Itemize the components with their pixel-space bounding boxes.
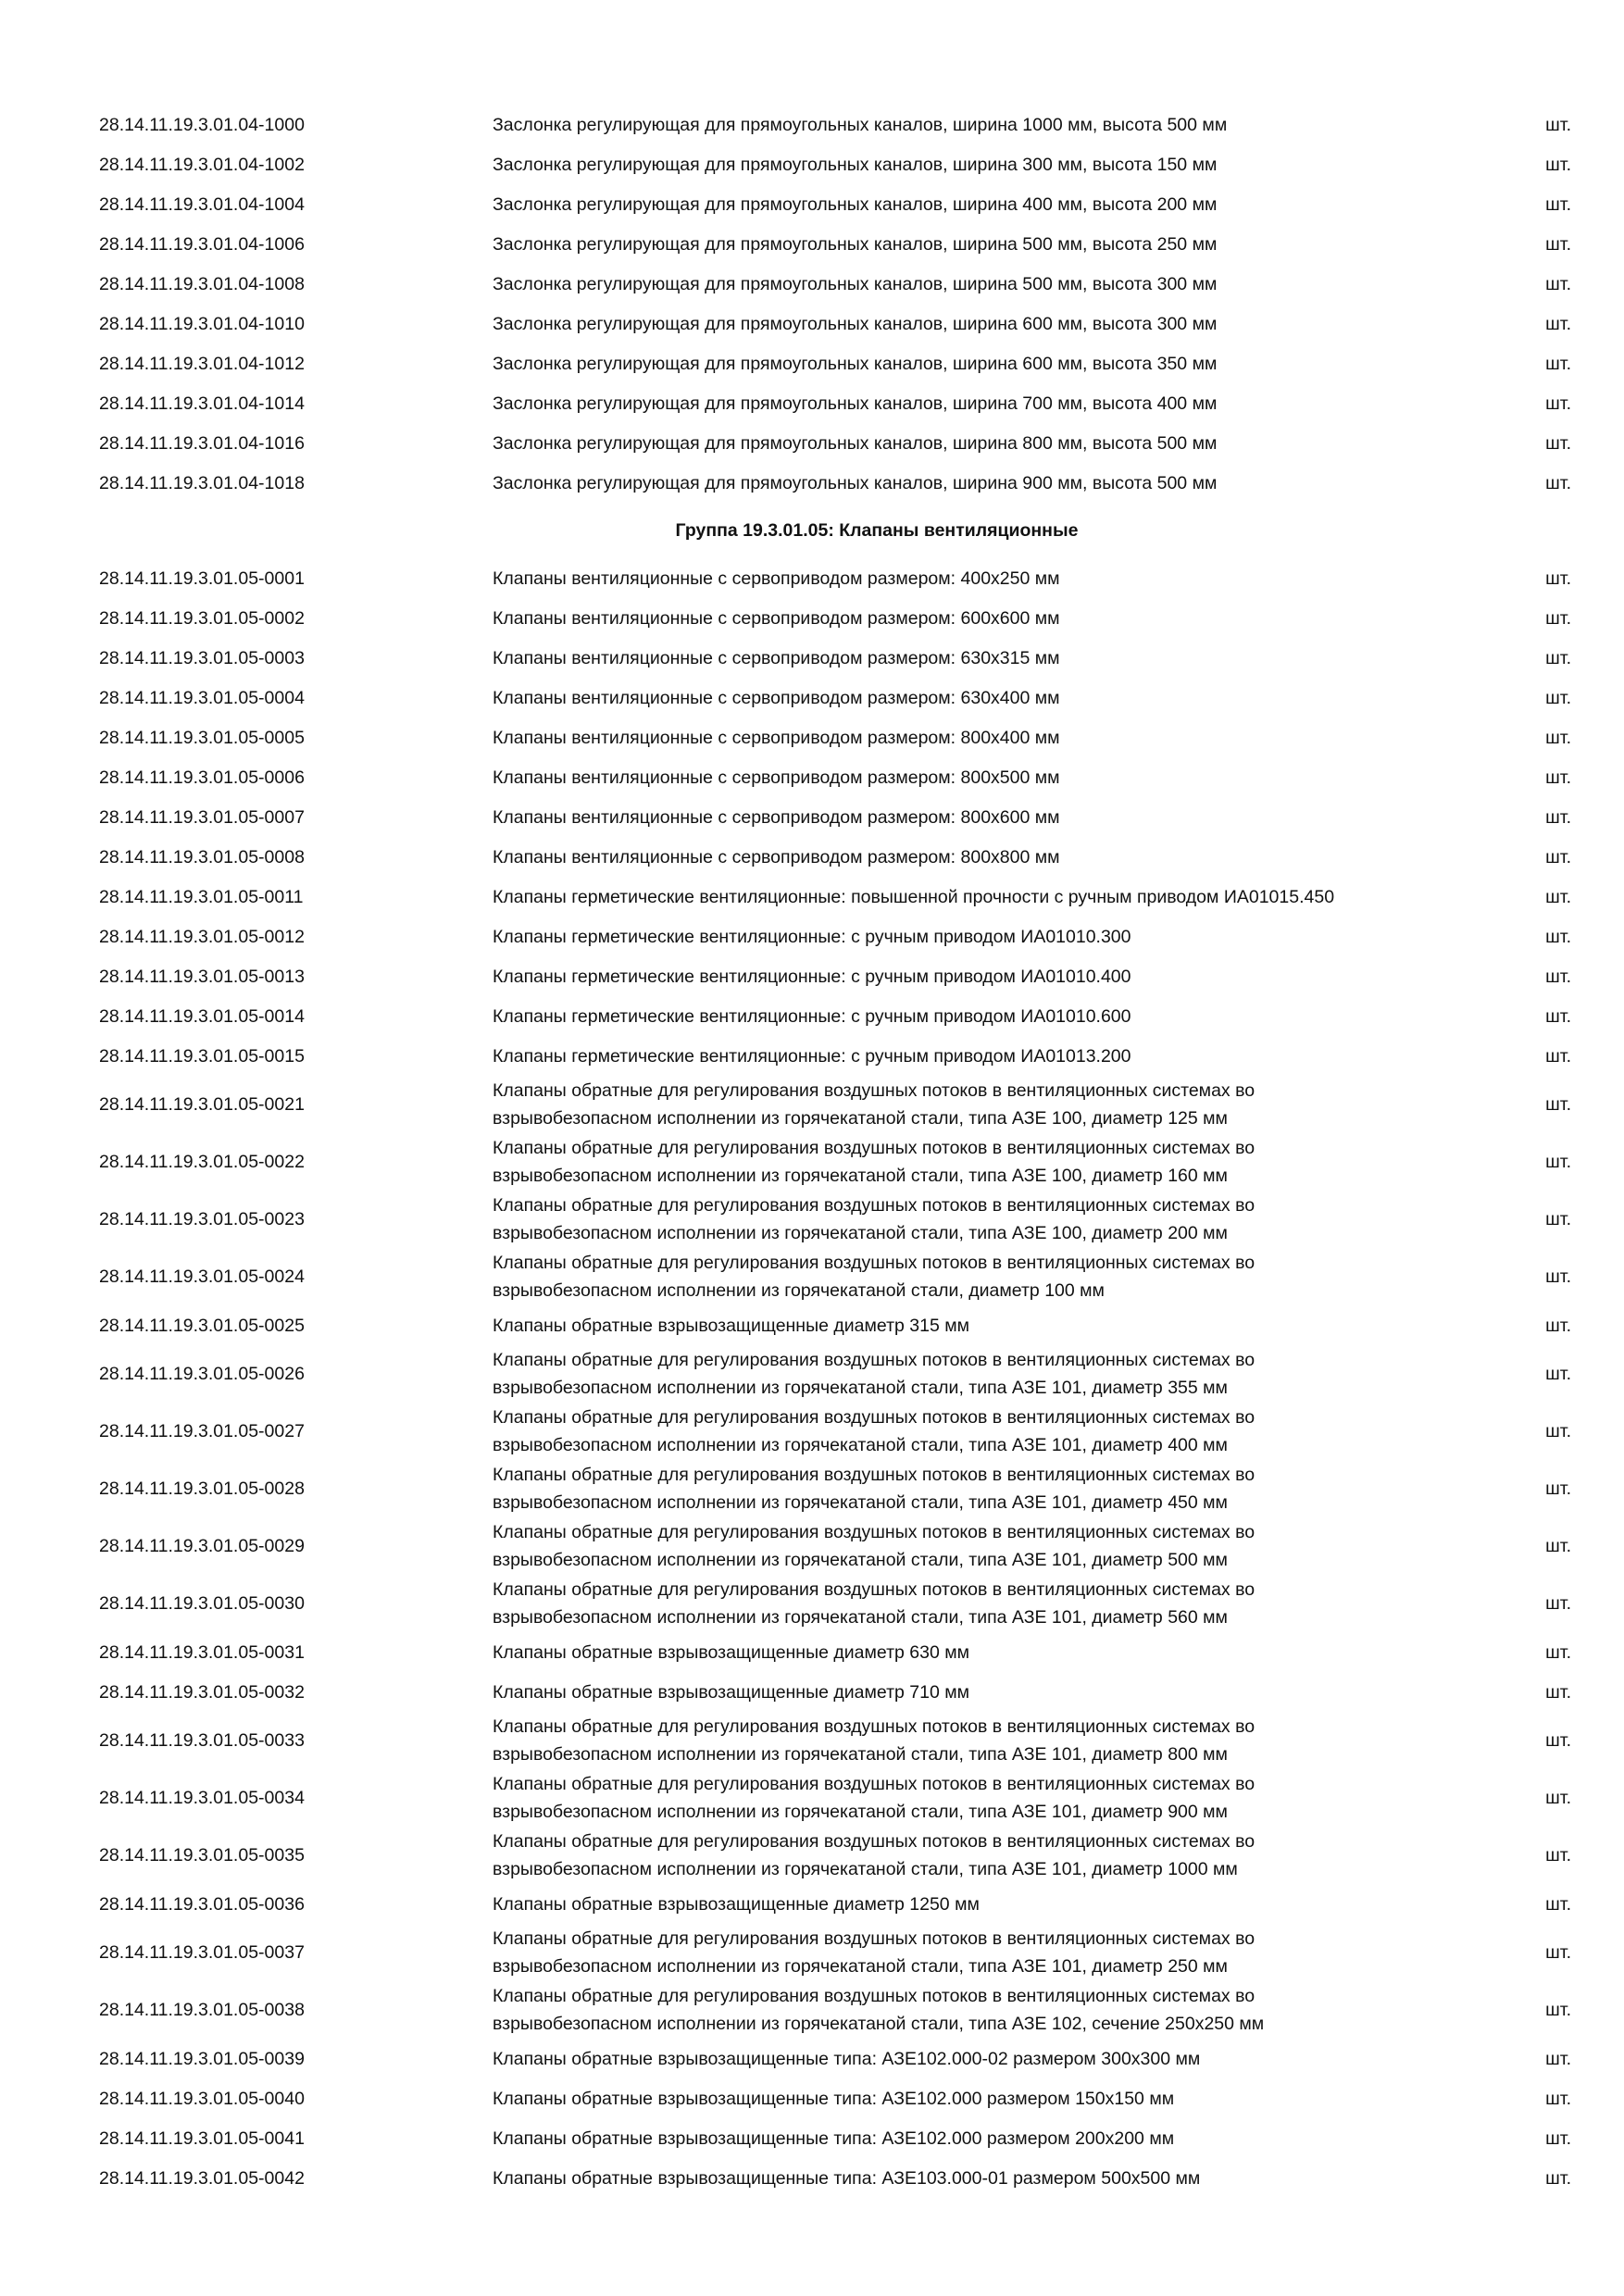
item-unit: шт.	[1545, 1641, 1571, 1663]
table-row	[99, 264, 1571, 304]
item-name: Клапаны обратные для регулирования воздушных потоков в вентиляционных системах во взрывобезопасном исполнении из горячекатаной стали, типа АЗЕ 101, диаметр 250 мм	[493, 1928, 1255, 1977]
table-row	[99, 718, 1571, 757]
item-name: Клапаны вентиляционные с сервоприводом размером: 630x400 мм	[493, 687, 1060, 708]
item-unit: шт.	[1545, 1788, 1571, 1808]
item-code: 28.14.11.19.3.01.05-0025	[99, 1315, 305, 1336]
item-unit: шт.	[1545, 313, 1571, 334]
item-code: 28.14.11.19.3.01.05-0023	[99, 1209, 305, 1229]
item-name: Заслонка регулирующая для прямоугольных каналов, ширина 500 мм, высота 300 мм	[493, 273, 1218, 294]
item-unit: шт.	[1545, 1593, 1571, 1614]
item-code: 28.14.11.19.3.01.05-0026	[99, 1364, 305, 1384]
item-code: 28.14.11.19.3.01.05-0040	[99, 2088, 305, 2109]
item-code: 28.14.11.19.3.01.04-1008	[99, 273, 305, 294]
item-name: Клапаны обратные для регулирования воздушных потоков в вентиляционных системах во взрывобезопасном исполнении из горячекатаной стали, диаметр 100 мм	[493, 1253, 1255, 1301]
item-name: Клапаны обратные для регулирования воздушных потоков в вентиляционных системах во взрывобезопасном исполнении из горячекатаной стали, типа АЗЕ 101, диаметр 800 мм	[493, 1716, 1255, 1765]
item-code: 28.14.11.19.3.01.05-0039	[99, 2048, 305, 2069]
item-code: 28.14.11.19.3.01.05-0015	[99, 1045, 305, 1067]
table-row	[99, 837, 1571, 877]
table-row	[99, 558, 1571, 598]
table-row	[99, 423, 1571, 463]
item-code: 28.14.11.19.3.01.05-0029	[99, 1536, 305, 1556]
item-code: 28.14.11.19.3.01.05-0002	[99, 607, 305, 629]
item-name: Заслонка регулирующая для прямоугольных каналов, ширина 700 мм, высота 400 мм	[493, 393, 1218, 414]
item-code: 28.14.11.19.3.01.05-0003	[99, 647, 305, 668]
item-code: 28.14.11.19.3.01.04-1014	[99, 393, 305, 414]
item-name: Заслонка регулирующая для прямоугольных каналов, ширина 600 мм, высота 300 мм	[493, 313, 1218, 334]
item-name: Клапаны обратные взрывозащищенные типа: АЗЕ102.000 размером 150x150 мм	[493, 2088, 1175, 2109]
item-name: Клапаны вентиляционные с сервоприводом размером: 800x600 мм	[493, 806, 1060, 828]
item-code: 28.14.11.19.3.01.05-0008	[99, 846, 305, 867]
item-name: Заслонка регулирующая для прямоугольных каналов, ширина 1000 мм, высота 500 мм	[493, 114, 1228, 135]
table-row	[99, 144, 1571, 184]
item-name: Клапаны герметические вентиляционные: повышенной прочности с ручным приводом ИА01015.450	[493, 886, 1335, 907]
item-name: Клапаны обратные взрывозащищенные типа: АЗЕ102.000-02 размером 300x300 мм	[493, 2048, 1201, 2069]
item-name: Клапаны вентиляционные с сервоприводом размером: 800x500 мм	[493, 767, 1060, 788]
item-unit: шт.	[1545, 1421, 1571, 1441]
item-code: 28.14.11.19.3.01.05-0032	[99, 1681, 305, 1703]
item-unit: шт.	[1545, 568, 1571, 589]
item-code: 28.14.11.19.3.01.05-0022	[99, 1152, 305, 1172]
item-unit: шт.	[1545, 1845, 1571, 1866]
item-unit: шт.	[1545, 1152, 1571, 1172]
table-row	[99, 383, 1571, 423]
item-name: Клапаны обратные взрывозащищенные диаметр 630 мм	[493, 1641, 970, 1663]
item-unit: шт.	[1545, 114, 1571, 135]
item-name: Клапаны вентиляционные с сервоприводом размером: 800x800 мм	[493, 846, 1060, 867]
item-name: Заслонка регулирующая для прямоугольных каналов, ширина 300 мм, высота 150 мм	[493, 154, 1218, 175]
table-row	[99, 2078, 1571, 2118]
item-unit: шт.	[1545, 1364, 1571, 1384]
item-code: 28.14.11.19.3.01.05-0006	[99, 767, 305, 788]
table-row	[99, 917, 1571, 956]
item-code: 28.14.11.19.3.01.05-0041	[99, 2128, 305, 2149]
item-code: 28.14.11.19.3.01.05-0024	[99, 1267, 305, 1287]
item-name: Клапаны обратные для регулирования воздушных потоков в вентиляционных системах во взрывобезопасном исполнении из горячекатаной стали, типа АЗЕ 101, диаметр 900 мм	[493, 1774, 1255, 1822]
table-row	[99, 1345, 1571, 1403]
table-row	[99, 2118, 1571, 2158]
item-unit: шт.	[1545, 432, 1571, 454]
item-unit: шт.	[1545, 1094, 1571, 1115]
item-unit: шт.	[1545, 1536, 1571, 1556]
table-row	[99, 1769, 1571, 1827]
item-unit: шт.	[1545, 806, 1571, 828]
table-row	[99, 2039, 1571, 2078]
item-unit: шт.	[1545, 607, 1571, 629]
item-code: 28.14.11.19.3.01.04-1000	[99, 114, 305, 135]
table-row	[99, 1036, 1571, 1076]
table-row	[99, 598, 1571, 638]
item-unit: шт.	[1545, 886, 1571, 907]
table-row	[99, 1884, 1571, 1924]
item-unit: шт.	[1545, 966, 1571, 987]
table-row	[99, 757, 1571, 797]
item-code: 28.14.11.19.3.01.05-0001	[99, 568, 305, 589]
table-row	[99, 343, 1571, 383]
item-unit: шт.	[1545, 233, 1571, 255]
item-code: 28.14.11.19.3.01.05-0031	[99, 1641, 305, 1663]
item-unit: шт.	[1545, 393, 1571, 414]
table-row	[99, 463, 1571, 503]
item-code: 28.14.11.19.3.01.05-0005	[99, 727, 305, 748]
item-unit: шт.	[1545, 727, 1571, 748]
price-list	[99, 105, 1571, 2198]
item-unit: шт.	[1545, 1479, 1571, 1499]
item-name: Клапаны вентиляционные с сервоприводом размером: 600x600 мм	[493, 607, 1060, 629]
item-unit: шт.	[1545, 687, 1571, 708]
item-code: 28.14.11.19.3.01.05-0011	[99, 886, 304, 907]
item-name: Клапаны обратные для регулирования воздушных потоков в вентиляционных системах во взрывобезопасном исполнении из горячекатаной стали, типа АЗЕ 100, диаметр 125 мм	[493, 1080, 1255, 1129]
table-row	[99, 797, 1571, 837]
table-row	[99, 956, 1571, 996]
item-code: 28.14.11.19.3.01.05-0014	[99, 1005, 305, 1027]
item-code: 28.14.11.19.3.01.05-0035	[99, 1845, 305, 1866]
table-row	[99, 638, 1571, 678]
item-name: Клапаны обратные взрывозащищенные диаметр 315 мм	[493, 1315, 970, 1336]
item-name: Клапаны обратные для регулирования воздушных потоков в вентиляционных системах во взрывобезопасном исполнении из горячекатаной стали, типа АЗЕ 100, диаметр 160 мм	[493, 1138, 1255, 1186]
item-code: 28.14.11.19.3.01.05-0028	[99, 1479, 305, 1499]
item-code: 28.14.11.19.3.01.05-0007	[99, 806, 305, 828]
item-unit: шт.	[1545, 2128, 1571, 2149]
item-name: Клапаны герметические вентиляционные: с ручным приводом ИА01010.300	[493, 926, 1131, 947]
item-name: Клапаны обратные для регулирования воздушных потоков в вентиляционных системах во взрывобезопасном исполнении из горячекатаной стали, типа АЗЕ 101, диаметр 1000 мм	[493, 1831, 1255, 1879]
item-unit: шт.	[1545, 1893, 1571, 1915]
table-row	[99, 1981, 1571, 2039]
item-unit: шт.	[1545, 767, 1571, 788]
item-name: Клапаны обратные для регулирования воздушных потоков в вентиляционных системах во взрывобезопасном исполнении из горячекатаной стали, типа АЗЕ 101, диаметр 355 мм	[493, 1350, 1255, 1398]
item-unit: шт.	[1545, 926, 1571, 947]
item-unit: шт.	[1545, 2088, 1571, 2109]
item-unit: шт.	[1545, 647, 1571, 668]
table-row	[99, 2158, 1571, 2198]
table-row	[99, 224, 1571, 264]
item-unit: шт.	[1545, 1045, 1571, 1067]
item-name: Клапаны обратные для регулирования воздушных потоков в вентиляционных системах во взрывобезопасном исполнении из горячекатаной стали, типа АЗЕ 101, диаметр 400 мм	[493, 1407, 1255, 1455]
table-row	[99, 1305, 1571, 1345]
item-unit: шт.	[1545, 154, 1571, 175]
item-unit: шт.	[1545, 1942, 1571, 1963]
table-row	[99, 1672, 1571, 1712]
item-name: Заслонка регулирующая для прямоугольных каналов, ширина 800 мм, высота 500 мм	[493, 432, 1218, 454]
item-code: 28.14.11.19.3.01.04-1010	[99, 313, 305, 334]
item-unit: шт.	[1545, 2000, 1571, 2020]
item-code: 28.14.11.19.3.01.04-1012	[99, 353, 305, 374]
item-code: 28.14.11.19.3.01.04-1006	[99, 233, 305, 255]
item-unit: шт.	[1545, 273, 1571, 294]
item-unit: шт.	[1545, 1315, 1571, 1336]
item-code: 28.14.11.19.3.01.05-0038	[99, 2000, 305, 2020]
table-row	[99, 1460, 1571, 1517]
item-code: 28.14.11.19.3.01.05-0034	[99, 1788, 305, 1808]
item-unit: шт.	[1545, 353, 1571, 374]
item-code: 28.14.11.19.3.01.05-0037	[99, 1942, 305, 1963]
table-row	[99, 1076, 1571, 1133]
item-unit: шт.	[1545, 472, 1571, 493]
item-code: 28.14.11.19.3.01.05-0021	[99, 1094, 305, 1115]
item-name: Клапаны обратные для регулирования воздушных потоков в вентиляционных системах во взрывобезопасном исполнении из горячекатаной стали, типа АЗЕ 101, диаметр 450 мм	[493, 1465, 1255, 1513]
table-row	[99, 877, 1571, 917]
item-unit: шт.	[1545, 1681, 1571, 1703]
item-name: Клапаны герметические вентиляционные: с ручным приводом ИА01010.400	[493, 966, 1131, 987]
item-code: 28.14.11.19.3.01.05-0013	[99, 966, 305, 987]
item-code: 28.14.11.19.3.01.05-0030	[99, 1593, 305, 1614]
table-row	[99, 1924, 1571, 1981]
table-row	[99, 1827, 1571, 1884]
item-code: 28.14.11.19.3.01.05-0004	[99, 687, 305, 708]
item-unit: шт.	[1545, 846, 1571, 867]
item-code: 28.14.11.19.3.01.04-1016	[99, 432, 305, 454]
item-code: 28.14.11.19.3.01.04-1004	[99, 193, 305, 215]
table-row	[99, 1712, 1571, 1769]
item-name: Клапаны герметические вентиляционные: с ручным приводом ИА01013.200	[493, 1045, 1131, 1067]
table-row	[99, 1517, 1571, 1575]
item-unit: шт.	[1545, 2048, 1571, 2069]
item-name: Клапаны вентиляционные с сервоприводом размером: 800x400 мм	[493, 727, 1060, 748]
table-row	[99, 996, 1571, 1036]
item-name: Клапаны герметические вентиляционные: с ручным приводом ИА01010.600	[493, 1005, 1131, 1027]
table-row	[99, 1248, 1571, 1305]
group-heading: Группа 19.3.01.05: Клапаны вентиляционные	[675, 520, 1079, 541]
item-name: Клапаны обратные для регулирования воздушных потоков в вентиляционных системах во взрывобезопасном исполнении из горячекатаной стали, типа АЗЕ 102, сечение 250x250 мм	[493, 1986, 1265, 2034]
item-unit: шт.	[1545, 1005, 1571, 1027]
table-row	[99, 105, 1571, 144]
item-name: Заслонка регулирующая для прямоугольных каналов, ширина 500 мм, высота 250 мм	[493, 233, 1218, 255]
item-name: Клапаны обратные взрывозащищенные диаметр 1250 мм	[493, 1893, 980, 1915]
item-name: Клапаны обратные взрывозащищенные типа: АЗЕ103.000-01 размером 500x500 мм	[493, 2167, 1201, 2189]
item-unit: шт.	[1545, 1267, 1571, 1287]
item-code: 28.14.11.19.3.01.05-0033	[99, 1730, 305, 1751]
item-code: 28.14.11.19.3.01.05-0042	[99, 2167, 305, 2189]
item-unit: шт.	[1545, 2167, 1571, 2189]
item-name: Клапаны обратные для регулирования воздушных потоков в вентиляционных системах во взрывобезопасном исполнении из горячекатаной стали, типа АЗЕ 101, диаметр 500 мм	[493, 1522, 1255, 1570]
table-row	[99, 184, 1571, 224]
item-unit: шт.	[1545, 1730, 1571, 1751]
item-name: Клапаны обратные взрывозащищенные диаметр 710 мм	[493, 1681, 970, 1703]
table-row	[99, 304, 1571, 343]
table-row	[99, 1403, 1571, 1460]
table-row	[99, 1133, 1571, 1191]
table-row	[99, 1191, 1571, 1248]
item-unit: шт.	[1545, 193, 1571, 215]
item-name: Клапаны обратные для регулирования воздушных потоков в вентиляционных системах во взрывобезопасном исполнении из горячекатаной стали, типа АЗЕ 100, диаметр 200 мм	[493, 1195, 1255, 1243]
item-name: Заслонка регулирующая для прямоугольных каналов, ширина 900 мм, высота 500 мм	[493, 472, 1218, 493]
item-name: Заслонка регулирующая для прямоугольных каналов, ширина 400 мм, высота 200 мм	[493, 193, 1218, 215]
item-name: Клапаны обратные взрывозащищенные типа: АЗЕ102.000 размером 200x200 мм	[493, 2128, 1175, 2149]
item-unit: шт.	[1545, 1209, 1571, 1229]
item-name: Заслонка регулирующая для прямоугольных каналов, ширина 600 мм, высота 350 мм	[493, 353, 1218, 374]
item-code: 28.14.11.19.3.01.05-0027	[99, 1421, 305, 1441]
table-row	[99, 678, 1571, 718]
item-code: 28.14.11.19.3.01.05-0036	[99, 1893, 305, 1915]
item-name: Клапаны обратные для регулирования воздушных потоков в вентиляционных системах во взрывобезопасном исполнении из горячекатаной стали, типа АЗЕ 101, диаметр 560 мм	[493, 1579, 1255, 1628]
item-name: Клапаны вентиляционные с сервоприводом размером: 400x250 мм	[493, 568, 1060, 589]
item-code: 28.14.11.19.3.01.04-1018	[99, 472, 305, 493]
item-code: 28.14.11.19.3.01.04-1002	[99, 154, 305, 175]
table-row	[99, 1632, 1571, 1672]
item-code: 28.14.11.19.3.01.05-0012	[99, 926, 305, 947]
table-row	[99, 1575, 1571, 1632]
item-name: Клапаны вентиляционные с сервоприводом размером: 630x315 мм	[493, 647, 1060, 668]
